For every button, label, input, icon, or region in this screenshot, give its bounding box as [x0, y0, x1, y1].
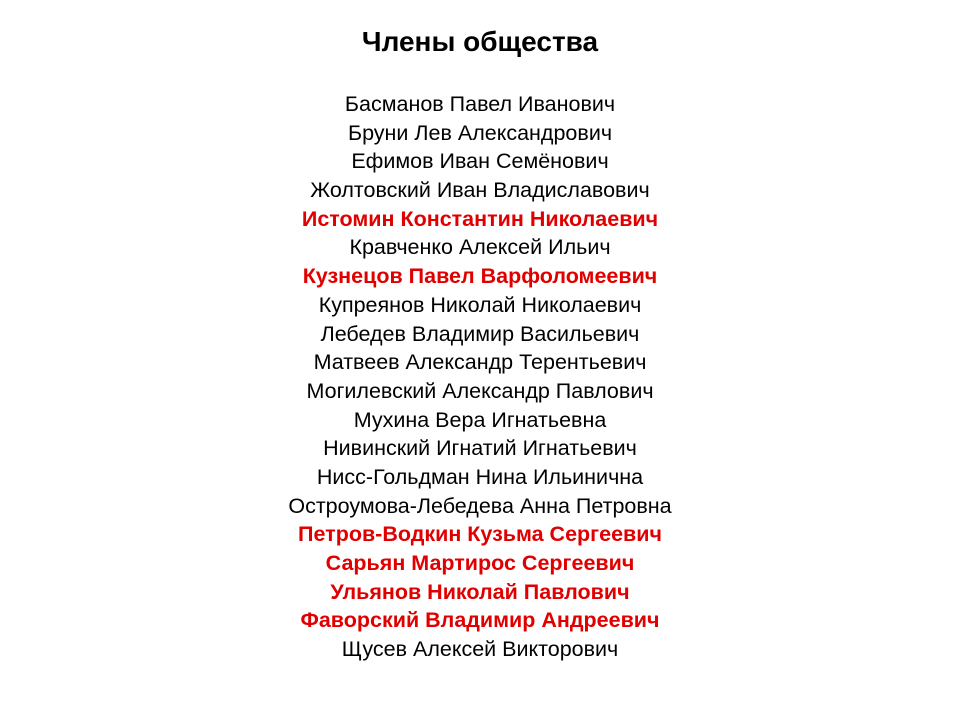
- member-name: Лебедев Владимир Васильевич: [320, 321, 640, 346]
- member-name: Ульянов Николай Павлович: [330, 579, 630, 604]
- member-name: Нивинский Игнатий Игнатьевич: [323, 436, 637, 461]
- member-name: Жолтовский Иван Владиславович: [310, 178, 650, 203]
- member-name: Матвеев Александр Терентьевич: [313, 350, 647, 375]
- member-name: Бруни Лев Александрович: [347, 120, 613, 145]
- member-name: Фаворский Владимир Андреевич: [300, 608, 660, 633]
- member-name: Могилевский Александр Павлович: [306, 378, 654, 403]
- member-name: Остроумова-Лебедева Анна Петровна: [288, 493, 672, 518]
- member-name: Сарьян Мартирос Сергеевич: [325, 551, 635, 575]
- member-name: Кравченко Алексей Ильич: [349, 235, 611, 260]
- member-name: Истомин Константин Николаевич: [301, 206, 659, 231]
- slide-title: Члены общества: [361, 26, 599, 57]
- member-name: Ефимов Иван Семёнович: [351, 149, 609, 174]
- member-name: Басманов Павел Иванович: [344, 92, 616, 116]
- member-name: Щусев Алексей Викторович: [341, 637, 619, 662]
- members-list: [0, 90, 960, 664]
- member-name: Петров-Водкин Кузьма Сергеевич: [298, 522, 662, 547]
- member-name: Нисс-Гольдман Нина Ильинична: [316, 464, 644, 489]
- member-name: Купреянов Николай Николаевич: [318, 292, 642, 317]
- member-name: Кузнецов Павел Варфоломеевич: [302, 264, 658, 289]
- member-name: Мухина Вера Игнатьевна: [353, 407, 607, 432]
